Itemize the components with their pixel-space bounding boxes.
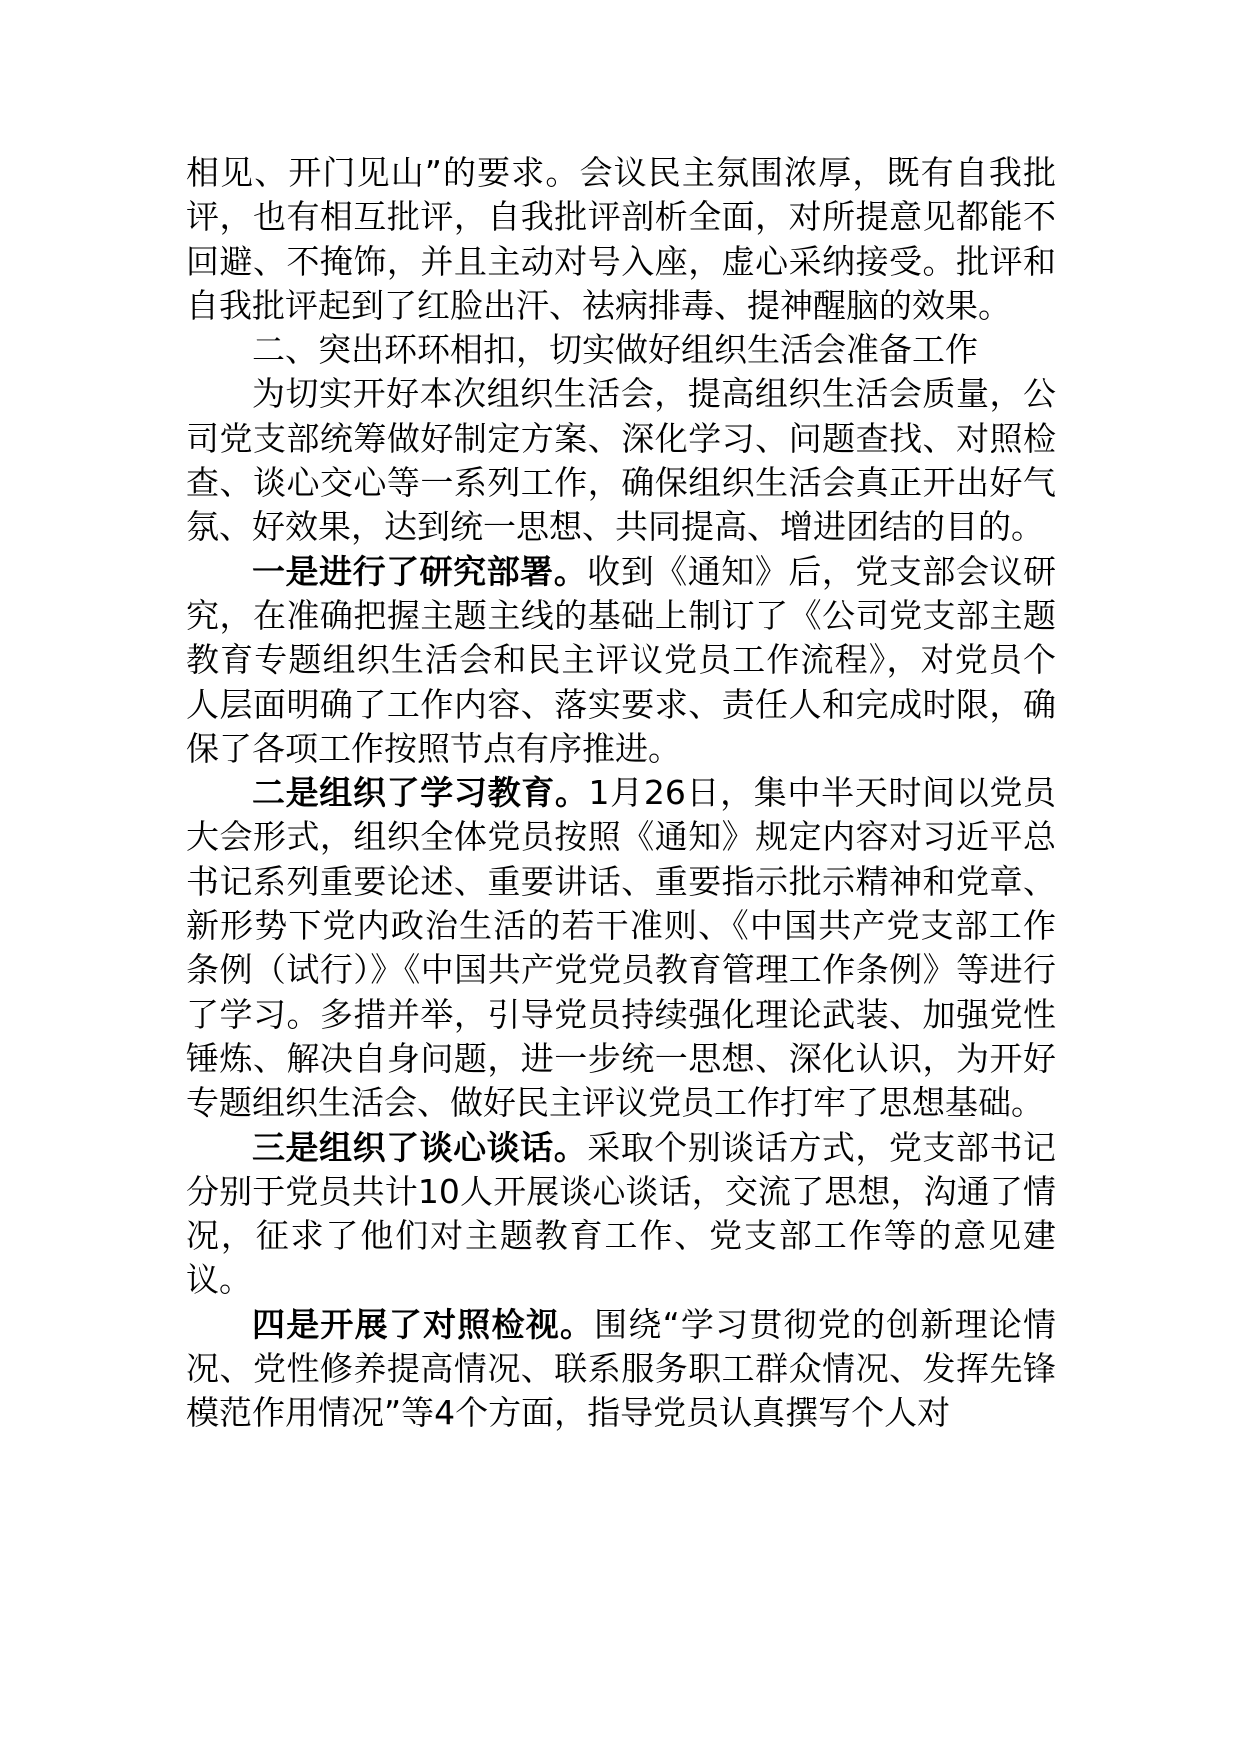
item-lead: 三是组织了谈心谈话。 [252, 1127, 588, 1167]
item-paragraph-1 [186, 550, 1056, 771]
item-paragraph-4 [186, 1303, 1056, 1436]
intro-text: 为切实开好本次组织生活会，提高组织生活会质量，公司党支部统筹做好制定方案、深化学习、问题查找、对照检查、谈心交心等一系列工作，确保组织生活会真正开出好气氛、好效果，达到统一思想、共同提高、增进团结的目的。 [186, 374, 1056, 547]
item-body: 围绕“学习贯彻党的创新理论情况、党性修养提高情况、联系服务职工群众情况、发挥先锋模范作用情况”等4个方面，指导党员认真撰写个人对 [186, 1304, 1057, 1433]
intro-paragraph [186, 372, 1056, 549]
item-paragraph-3 [186, 1126, 1056, 1303]
continuation-paragraph [186, 151, 1056, 328]
continuation-text: 相见、开门见山”的要求。会议民主氛围浓厚，既有自我批评，也有相互批评，自我批评剖析全面，对所提意见都能不回避、不掩饰，并且主动对号入座，虚心采纳接受。批评和自我批评起到了红脸出汗、祛病排毒、提神醒脑的效果。 [186, 153, 1056, 325]
item-body: 收到《通知》后，党支部会议研究，在准确把握主题主线的基础上制订了《公司党支部主题教育专题组织生活会和民主评议党员工作流程》，对党员个人层面明确了工作内容、落实要求、责任人和完成时限，确保了各项工作按照节点有序推进。 [186, 551, 1057, 768]
item-paragraph-2 [186, 771, 1056, 1125]
item-lead: 四是开展了对照检视。 [252, 1304, 595, 1344]
section-heading: 二、突出环环相扣，切实做好组织生活会准备工作 [252, 330, 978, 370]
item-body: 采取个别谈话方式，党支部书记分别于党员共计10人开展谈心谈话，交流了思想，沟通了情况，征求了他们对主题教育工作、党支部工作等的意见建议。 [186, 1127, 1057, 1300]
item-lead: 二是组织了学习教育。 [252, 773, 589, 813]
item-body: 1月26日，集中半天时间以党员大会形式，组织全体党员按照《通知》规定内容对习近平总书记系列重要论述、重要讲话、重要指示批示精神和党章、新形势下党内政治生活的若干准则、《中国共产党支部工作条例（试行）》《中国共产党党员教育管理工作条例》等进行了学习。多措并举，引导党员持续强化理论武装、加强党性锤炼、解决自身问题，进一步统一思想、深化认识，为开好专题组织生活会、做好民主评议党员工作打牢了思想基础。 [186, 773, 1056, 1123]
item-lead: 一是进行了研究部署。 [252, 551, 588, 591]
document-body [186, 151, 1056, 1436]
